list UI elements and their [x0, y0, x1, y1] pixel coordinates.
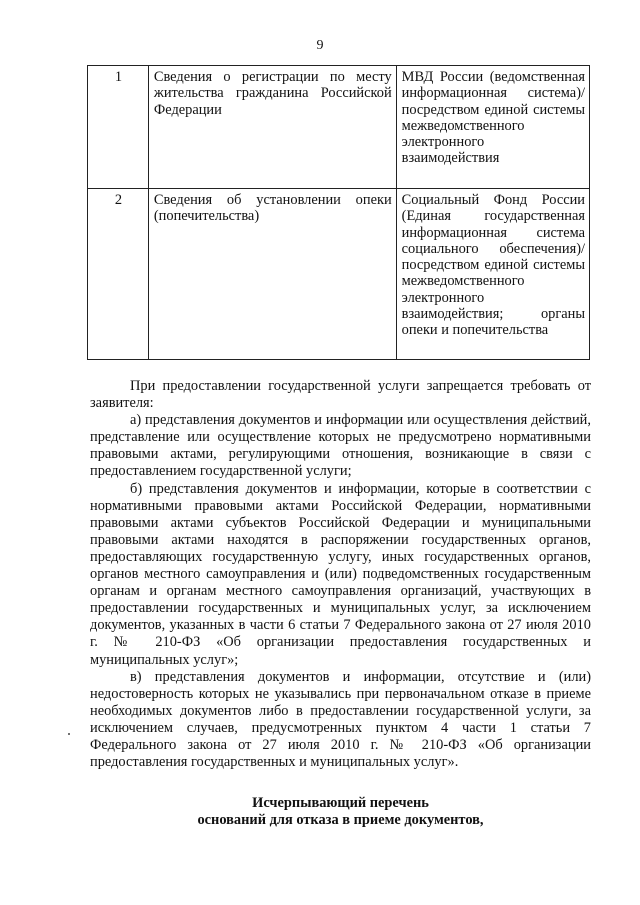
row-number: 2 [88, 189, 149, 360]
info-cell [148, 66, 396, 189]
info-cell [148, 189, 396, 360]
intro-paragraph: При предоставлении государственной услуги запрещается требовать от заявителя: [90, 378, 591, 412]
source-cell [396, 66, 589, 189]
source-cell [396, 189, 589, 360]
section-heading-line-1: Исчерпывающий перечень [252, 795, 429, 811]
section-heading-line-2: оснований для отказа в приеме документов, [197, 812, 484, 828]
row-number: 1 [88, 66, 149, 189]
info-text: Сведения об установлении опеки (попечительства) [153, 192, 392, 225]
info-text: Сведения о регистрации по месту жительства гражданина Российской Федерации [153, 69, 392, 118]
margin-mark [68, 733, 70, 735]
body-text [90, 378, 591, 771]
source-text: Социальный Фонд России (Единая государственная информационная система социального обеспечения)/ посредством единой системы межведомственного электронного взаимодействия; органы опеки и попечительства [401, 192, 585, 339]
paragraph-b: б) представления документов и информации, которые в соответствии с нормативными правовыми актами Российской Федерации, нормативными правовыми актами субъектов Российской Федерации и муниципальными правовыми актами находятся в распоряжении государственных органов, предоставляющих государственную услугу, иных государственных органов, органов местного самоуправления и (или) подведомственных государственным органам и органам местного самоуправления организаций, участвующих в предоставлении государственных и муниципальных услуг, за исключением документов, указанных в части 6 статьи 7 Федерального закона от 27 июля 2010 г. № 210-ФЗ «Об организации предоставления государственных и муниципальных услуг»; [90, 480, 591, 668]
table-row [88, 66, 590, 189]
paragraph-a: а) представления документов и информации или осуществления действий, представление или осуществление которых не предусмотрено нормативными правовыми актами, регулирующими отношения, возникающие в связи с предоставлением государственной услуги; [90, 412, 591, 480]
page-number: 9 [316, 38, 324, 53]
information-sources-table [87, 65, 590, 360]
table-row [88, 189, 590, 360]
paragraph-c: в) представления документов и информации, отсутствие и (или) недостоверность которых не указывались при первоначальном отказе в приеме необходимых документов либо в предоставлении государственной услуги, за исключением случаев, предусмотренных пунктом 4 части 1 статьи 7 Федерального закона от 27 июля 2010 г. № 210-ФЗ «Об организации предоставления государственных и муниципальных услуг». [90, 668, 591, 771]
source-text: МВД России (ведомственная информационная система)/посредством единой системы межведомственного электронного взаимодействия [401, 69, 585, 167]
